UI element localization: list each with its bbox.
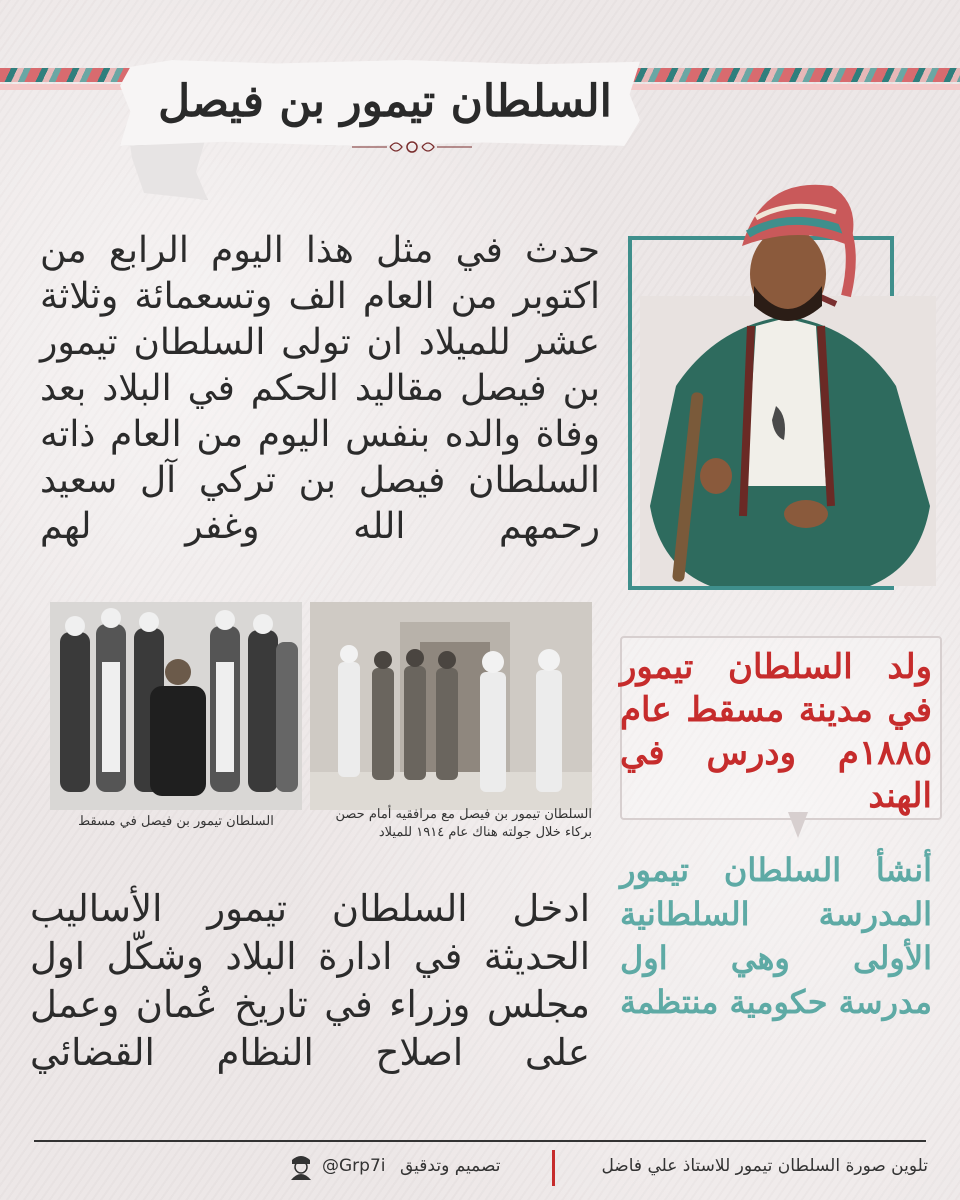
school-info-text: أنشأ السلطان تيمور المدرسة السلطانية الأولى وهي اول مدرسة حكومية منتظمة — [620, 851, 932, 1021]
sultan-portrait-image — [636, 176, 940, 592]
page-title: السلطان تيمور بن فيصل — [158, 76, 612, 127]
intro-paragraph: حدث في مثل هذا اليوم الرابع من اكتوبر من العام الف وتسعمائة وثلاثة عشر للميلاد ان تولى السلطان تيمور بن فيصل مقاليد الحكم في البلاد بعد وفاة والده بنفس اليوم من العام ذاته السلطان فيصل بن تركي آل سعيد رحمهم الله وغفر لهم — [40, 230, 600, 547]
footer-credit: تلوين صورة السلطان تيمور للاستاذ علي فاضل — [601, 1156, 928, 1176]
photo-caption-barka: السلطان تيمور بن فيصل مع مرافقيه أمام حصن بركاء خلال جولته هناك عام ١٩١٤ للميلاد — [335, 807, 592, 840]
reforms-paragraph: ادخل السلطان تيمور الأساليب الحديثة في ادارة البلاد وشكّل اول مجلس وزراء في تاريخ عُمان وعمل على اصلاح النظام القضائي — [30, 887, 590, 1074]
footer-design-label: تصميم وتدقيق — [400, 1156, 501, 1176]
ornament-divider-icon — [352, 138, 472, 156]
footer-divider — [34, 1140, 926, 1142]
decorative-ribbon-right — [630, 68, 960, 82]
footer-handle[interactable]: @Grp7i — [322, 1156, 386, 1176]
photo-caption-muscat: السلطان تيمور بن فيصل في مسقط — [78, 814, 274, 829]
photo-barka-fort — [310, 602, 592, 810]
group-photo-muscat — [50, 602, 302, 810]
author-logo-icon — [288, 1152, 314, 1180]
footer-separator — [552, 1150, 555, 1186]
decorative-stripe-right — [630, 84, 960, 90]
birth-info-text: ولد السلطان تيمور في مدينة مسقط عام ١٨٨٥م ودرس في الهند — [620, 647, 932, 816]
